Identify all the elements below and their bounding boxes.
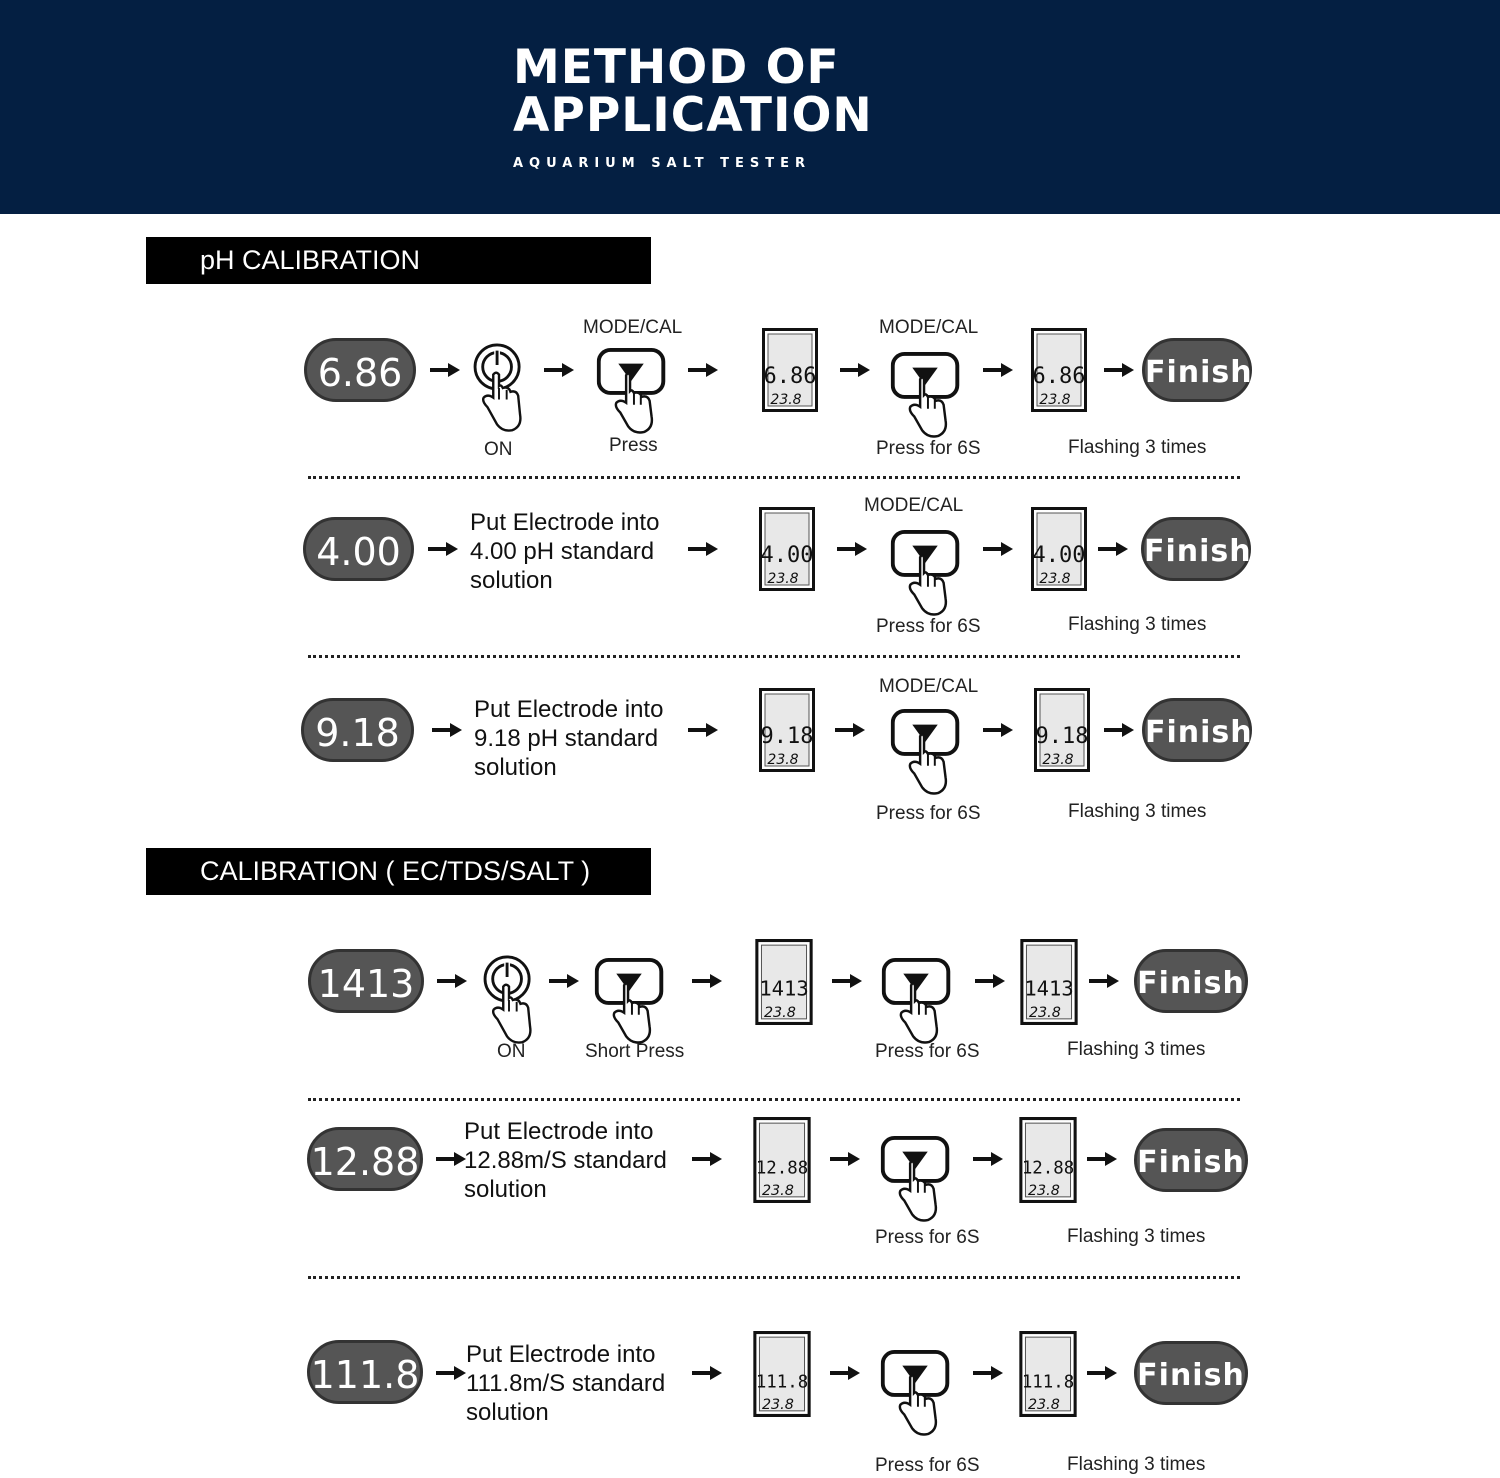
lcd-display-icon (755, 939, 813, 1025)
finish-badge: Finish (1134, 949, 1248, 1013)
ph-value-pill: 9.18 (301, 698, 414, 762)
flashing-label: Flashing 3 times (1068, 614, 1207, 635)
arrow-icon (549, 974, 579, 988)
row-divider (308, 476, 1240, 479)
lcd-reading: 111.8 (1021, 1372, 1075, 1393)
lcd-reading: 4.00 (760, 543, 814, 568)
ec-value-pill: 1413 (308, 949, 424, 1013)
mode-cal-label: MODE/CAL (583, 317, 683, 338)
lcd-display-icon (753, 1331, 811, 1417)
mode-cal-label: MODE/CAL (879, 676, 979, 697)
mode-cal-button-icon (890, 707, 962, 797)
arrow-icon (692, 1152, 722, 1166)
section-title-ph: pH CALIBRATION (146, 237, 651, 284)
mode-cal-button-icon (594, 956, 666, 1046)
arrow-icon (837, 542, 867, 556)
arrow-icon (432, 723, 462, 737)
lcd-reading: 1413 (1024, 976, 1074, 1001)
arrow-icon (835, 723, 865, 737)
mode-cal-button-icon (596, 346, 668, 436)
power-button-icon (470, 342, 528, 434)
arrow-icon (692, 974, 722, 988)
ec-value-pill: 12.88 (307, 1127, 423, 1191)
instruction-text: Put Electrode into 9.18 pH standard solution (474, 696, 664, 781)
header-banner (0, 0, 1500, 214)
arrow-icon (975, 974, 1005, 988)
ph-value-pill: 4.00 (303, 517, 414, 581)
arrow-icon (1098, 542, 1128, 556)
press-6s-label: Press for 6S (875, 1227, 980, 1248)
lcd-reading: 4.00 (1032, 543, 1086, 568)
lcd-display-icon (1031, 507, 1087, 591)
row-divider (308, 655, 1240, 658)
finish-badge: Finish (1142, 338, 1252, 402)
page-title (513, 40, 873, 143)
arrow-icon (688, 723, 718, 737)
press-label: Press (609, 435, 658, 456)
lcd-reading: 1413 (759, 976, 809, 1001)
lcd-display-icon (759, 507, 815, 591)
arrow-icon (437, 974, 467, 988)
lcd-temp: 23.8 (763, 1004, 796, 1021)
lcd-display-icon (1019, 1331, 1077, 1417)
flashing-label: Flashing 3 times (1067, 1039, 1206, 1060)
arrow-icon (544, 363, 574, 377)
instruction-text: Put Electrode into 111.8m/S standard solution (466, 1341, 666, 1426)
arrow-icon (436, 1366, 466, 1380)
lcd-display-icon (1031, 328, 1087, 412)
lcd-temp: 23.8 (761, 1182, 794, 1199)
mode-cal-button-icon (880, 1134, 952, 1224)
mode-cal-button-icon (890, 528, 962, 618)
lcd-temp: 23.8 (1039, 392, 1071, 408)
instruction-text: Put Electrode into 4.00 pH standard solution (470, 509, 660, 594)
lcd-reading: 6.86 (1032, 364, 1086, 389)
lcd-reading: 111.8 (755, 1372, 809, 1393)
lcd-temp: 23.8 (770, 392, 802, 408)
lcd-temp: 23.8 (1028, 1004, 1061, 1021)
lcd-reading: 9.18 (760, 724, 814, 749)
arrow-icon (688, 363, 718, 377)
lcd-temp: 23.8 (1039, 571, 1071, 587)
flashing-label: Flashing 3 times (1068, 801, 1207, 822)
title-line-1: METHOD OF (513, 40, 840, 95)
lcd-temp: 23.8 (767, 752, 799, 768)
lcd-reading: 12.88 (755, 1158, 809, 1179)
arrow-icon (436, 1152, 466, 1166)
lcd-temp: 23.8 (767, 571, 799, 587)
lcd-display-icon (1019, 1117, 1077, 1203)
lcd-display-icon (753, 1117, 811, 1203)
press-6s-label: Press for 6S (876, 438, 981, 459)
instruction-text: Put Electrode into 12.88m/S standard solution (464, 1118, 667, 1203)
lcd-reading: 9.18 (1035, 724, 1089, 749)
row-divider (308, 1098, 1240, 1101)
page-subtitle: AQUARIUM SALT TESTER (513, 156, 812, 171)
lcd-temp: 23.8 (1027, 1182, 1060, 1199)
lcd-display-icon (1034, 688, 1090, 772)
finish-badge: Finish (1141, 517, 1251, 581)
arrow-icon (692, 1366, 722, 1380)
arrow-icon (832, 974, 862, 988)
arrow-icon (973, 1366, 1003, 1380)
mode-cal-label: MODE/CAL (864, 495, 964, 516)
arrow-icon (983, 723, 1013, 737)
ec-value-pill: 111.8 (307, 1340, 423, 1404)
mode-cal-label: MODE/CAL (879, 317, 979, 338)
press-6s-label: Press for 6S (875, 1455, 980, 1476)
short-press-label: Short Press (585, 1041, 685, 1062)
lcd-temp: 23.8 (761, 1396, 794, 1413)
lcd-reading: 12.88 (1021, 1158, 1075, 1179)
arrow-icon (430, 363, 460, 377)
ph-value-pill: 6.86 (304, 338, 416, 402)
section-title-ec: CALIBRATION ( EC/TDS/SALT ) (146, 848, 651, 895)
lcd-reading: 6.86 (763, 364, 817, 389)
flashing-label: Flashing 3 times (1068, 437, 1207, 458)
press-6s-label: Press for 6S (875, 1041, 980, 1062)
on-label: ON (484, 439, 513, 460)
lcd-display-icon (759, 688, 815, 772)
flashing-label: Flashing 3 times (1067, 1454, 1206, 1475)
press-6s-label: Press for 6S (876, 616, 981, 637)
arrow-icon (983, 363, 1013, 377)
mode-cal-button-icon (881, 956, 953, 1046)
arrow-icon (973, 1152, 1003, 1166)
mode-cal-button-icon (890, 350, 962, 440)
arrow-icon (1104, 723, 1134, 737)
arrow-icon (428, 542, 458, 556)
lcd-display-icon (762, 328, 818, 412)
power-button-icon (480, 954, 538, 1046)
arrow-icon (1104, 363, 1134, 377)
arrow-icon (840, 363, 870, 377)
press-6s-label: Press for 6S (876, 803, 981, 824)
lcd-temp: 23.8 (1042, 752, 1074, 768)
lcd-temp: 23.8 (1027, 1396, 1060, 1413)
arrow-icon (1089, 974, 1119, 988)
arrow-icon (688, 542, 718, 556)
arrow-icon (830, 1152, 860, 1166)
arrow-icon (830, 1366, 860, 1380)
arrow-icon (1087, 1152, 1117, 1166)
row-divider (308, 1276, 1240, 1279)
title-line-2: APPLICATION (513, 88, 873, 143)
arrow-icon (983, 542, 1013, 556)
on-label: ON (497, 1041, 526, 1062)
mode-cal-button-icon (880, 1348, 952, 1438)
arrow-icon (1087, 1366, 1117, 1380)
finish-badge: Finish (1134, 1341, 1248, 1405)
finish-badge: Finish (1142, 698, 1252, 762)
lcd-display-icon (1020, 939, 1078, 1025)
finish-badge: Finish (1134, 1128, 1248, 1192)
flashing-label: Flashing 3 times (1067, 1226, 1206, 1247)
